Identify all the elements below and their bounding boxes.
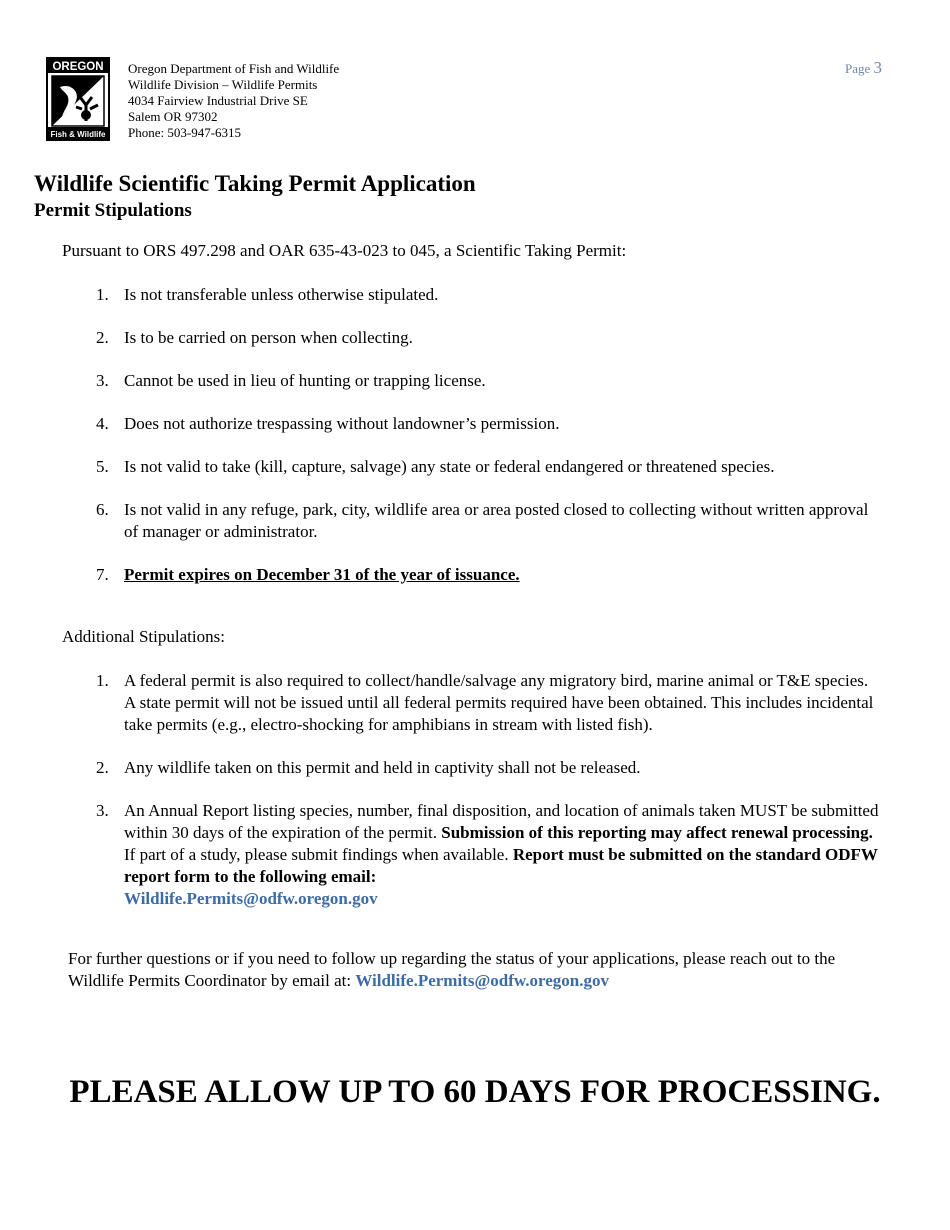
agency-name: Oregon Department of Fish and Wildlife — [128, 61, 340, 76]
item-number: 2. — [96, 758, 109, 777]
item-text: Cannot be used in lieu of hunting or trapping license. — [124, 371, 486, 390]
list-item — [0, 757, 880, 779]
list-item — [0, 327, 880, 349]
agency-phone: Phone: 503-947-6315 — [128, 125, 242, 140]
list-item — [0, 670, 880, 736]
item-number: 7. — [96, 565, 109, 584]
expiration-notice: Permit expires on December 31 of the year of issuance. — [124, 565, 520, 584]
list-item — [0, 284, 880, 306]
item-number: 1. — [96, 671, 109, 690]
agency-street: 4034 Fairview Industrial Drive SE — [128, 93, 308, 108]
item-number: 3. — [96, 371, 109, 390]
renewal-warning: Submission of this reporting may affect renewal processing. — [441, 823, 873, 842]
page-label: Page — [844, 61, 871, 76]
processing-notice: PLEASE ALLOW UP TO 60 DAYS FOR PROCESSING. — [69, 1074, 881, 1110]
item-text: Any wildlife taken on this permit and held in captivity shall not be released. — [124, 758, 641, 777]
list-item — [0, 564, 880, 586]
contact-paragraph — [68, 948, 880, 992]
report-email-link[interactable]: Wildlife.Permits@odfw.oregon.gov — [124, 889, 378, 908]
report-form-instruction: Report must be submitted on the standard ODFW report form to the following email: — [124, 845, 878, 886]
permit-stipulations-list — [0, 284, 880, 607]
item-number: 1. — [96, 285, 109, 304]
list-item — [0, 499, 880, 543]
odfw-logo — [46, 57, 110, 141]
item-text: Is not valid in any refuge, park, city, wildlife area or area posted closed to collecting without written approval of manager or administrator. — [124, 500, 869, 541]
item-number: 5. — [96, 457, 109, 476]
list-item — [0, 456, 880, 478]
list-item — [0, 413, 880, 435]
item-number: 4. — [96, 414, 109, 433]
study-findings-text: If part of a study, please submit findings when available. — [124, 845, 509, 864]
logo-text-top: OREGON — [52, 61, 104, 73]
item-text: A federal permit is also required to collect/handle/salvage any migratory bird, marine animal or T&E species. A state permit will not be issued until all federal permits required have been obtained. This includes incidental take permits (e.g., electro-shocking for amphibians in stream with listed fish). — [124, 671, 874, 734]
contact-email-link[interactable]: Wildlife.Permits@odfw.oregon.gov — [355, 971, 609, 990]
annual-report-text: An Annual Report listing species, number, final disposition, and location of animals taken MUST be submitted within 30 days of the expiration of the permit. — [124, 801, 879, 842]
agency-address — [128, 61, 339, 141]
intro-text: Pursuant to ORS 497.298 and OAR 635-43-023 to 045, a Scientific Taking Permit: — [62, 241, 627, 260]
additional-stipulations-heading: Additional Stipulations: — [62, 627, 225, 646]
agency-division: Wildlife Division – Wildlife Permits — [128, 77, 318, 92]
item-number: 6. — [96, 500, 109, 519]
list-item — [0, 800, 880, 910]
page-number — [845, 58, 882, 78]
item-text: Is not transferable unless otherwise stipulated. — [124, 285, 439, 304]
section-title: Permit Stipulations — [34, 200, 192, 221]
contact-text: For further questions or if you need to follow up regarding the status of your applications, please reach out to the Wildlife Permits Coordinator by email at: — [68, 949, 836, 990]
item-number: 2. — [96, 328, 109, 347]
item-text: Does not authorize trespassing without landowner’s permission. — [124, 414, 560, 433]
agency-city: Salem OR 97302 — [128, 109, 218, 124]
item-text: Is to be carried on person when collecting. — [124, 328, 413, 347]
additional-stipulations-list — [0, 670, 880, 931]
list-item — [0, 370, 880, 392]
logo-text-bottom: Fish & Wildlife — [50, 130, 106, 139]
item-text: Is not valid to take (kill, capture, salvage) any state or federal endangered or threatened species. — [124, 457, 775, 476]
item-number: 3. — [96, 801, 109, 820]
page-number-value: 3 — [873, 58, 882, 77]
document-title: Wildlife Scientific Taking Permit Application — [34, 171, 476, 196]
